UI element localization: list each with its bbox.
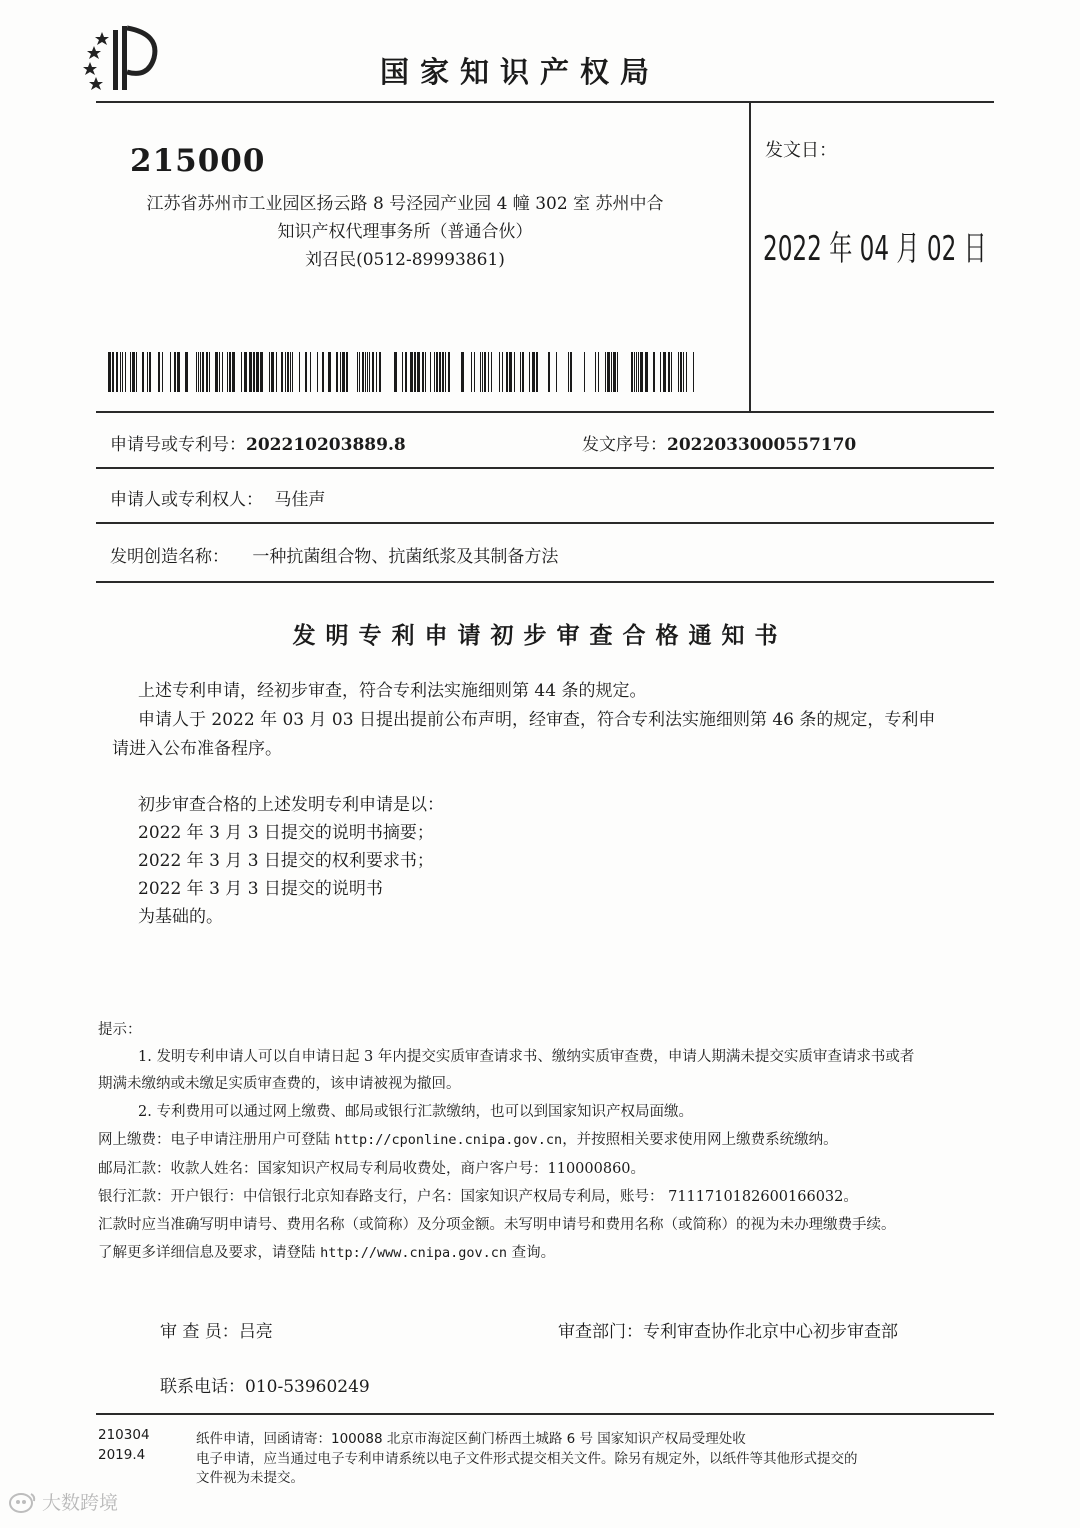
contact-line: 刘召民(0512-89993861) [305,250,505,270]
footer-divider [96,1413,994,1415]
online-payment-line [98,1128,838,1149]
box-vertical-divider [749,101,751,411]
more-info-suffix: 查询。 [507,1245,556,1261]
issue-date-label: 发文日： [765,140,837,161]
post-remittance-line: 邮局汇款：收款人姓名：国家知识产权局专利局收费处，商户客户号：110000860。 [98,1161,646,1177]
application-number-row [110,430,406,455]
department-name: 专利审查协作北京中心初步审查部 [643,1322,898,1342]
remittance-note: 汇款时应当准确写明申请号、费用名称（或简称）及分项金额。未写明申请号和费用名称（或简称）的视为未办理缴费手续。 [98,1217,896,1233]
application-number: 202210203889.8 [246,435,406,455]
invention-row [110,542,558,567]
tip-1-line-1: 1. 发明专利申请人可以自申请日起 3 年内提交实质审查请求书、缴纳实质审查费，申请人期满未提交实质审查请求书或者 [138,1049,915,1065]
application-number-label: 申请号或专利号： [110,435,246,455]
serial-number-row [582,430,856,455]
electronic-filing-line-2: 文件视为未提交。 [196,1470,304,1486]
serial-number: 2022033000557170 [667,435,857,455]
more-info-prefix: 了解更多详细信息及要求，请登陆 [98,1245,321,1261]
paper-filing-line: 纸件申请，回函请寄：100088 北京市海淀区蓟门桥西土城路 6 号 国家知识产权局受理处收 [196,1431,746,1447]
agency-name: 国家知识产权局 [380,55,661,89]
applicant-label: 申请人或专利权人： [110,490,263,510]
postcode: 215000 [130,143,266,179]
serial-number-label: 发文序号： [582,435,667,455]
cnipa-logo [80,22,160,94]
department-label: 审查部门： [558,1322,643,1342]
box-bottom-divider [96,411,994,413]
phone-label: 联系电话： [160,1377,245,1397]
examiner-name: 吕亮 [238,1322,273,1342]
more-info-url[interactable]: http://www.cnipa.gov.cn [320,1245,508,1261]
more-info-line [98,1241,555,1262]
basis-item-1: 2022 年 3 月 3 日提交的说明书摘要； [138,823,434,843]
applicant-row [110,485,325,510]
online-payment-suffix: ，并按照相关要求使用网上缴费系统缴纳。 [562,1132,838,1148]
body-paragraph-2-line-2: 请进入公布准备程序。 [112,739,282,759]
address-line-2: 知识产权代理事务所（普通合伙） [277,222,533,242]
basis-end: 为基础的。 [138,907,223,927]
watermark-text: 大数跨境 [42,1492,119,1514]
barcode-right [402,352,694,392]
form-code: 210304 [98,1427,150,1443]
row-divider-3 [96,581,994,583]
row-divider-1 [96,467,994,469]
form-version: 2019.4 [98,1447,146,1463]
examiner-label: 审 查 员： [160,1322,239,1342]
phone-number: 010-53960249 [245,1377,370,1397]
body-paragraph-2-line-1: 申请人于 2022 年 03 月 03 日提出提前公布声明，经审查，符合专利法实施细则第 46 条的规定，专利申 [138,710,936,730]
address-line-1: 江苏省苏州市工业园区扬云路 8 号泾园产业园 4 幢 302 室 苏州中合 [146,194,664,214]
barcode-left [108,352,398,392]
watermark-logo-icon [8,1489,38,1515]
online-payment-url[interactable]: http://cponline.cnipa.gov.cn [334,1132,563,1148]
phone-row [160,1372,370,1397]
tips-label: 提示： [98,1022,142,1038]
tip-2: 2. 专利费用可以通过网上缴费、邮局或银行汇款缴纳，也可以到国家知识产权局面缴。 [138,1104,693,1120]
online-payment-prefix: 网上缴费：电子申请注册用户可登陆 [98,1132,335,1148]
body-paragraph-1: 上述专利申请，经初步审查，符合专利法实施细则第 44 条的规定。 [138,681,647,701]
watermark [8,1487,158,1517]
row-divider-2 [96,522,994,524]
issue-date-value: 2022 年 04 月 02 日 [763,229,987,269]
tip-1-line-2: 期满未缴纳或未缴足实质审查费的，该申请被视为撤回。 [98,1076,461,1092]
basis-intro: 初步审查合格的上述发明专利申请是以： [138,795,444,815]
invention-title: 一种抗菌组合物、抗菌纸浆及其制备方法 [252,547,559,567]
basis-item-2: 2022 年 3 月 3 日提交的权利要求书； [138,851,434,871]
basis-item-3: 2022 年 3 月 3 日提交的说明书 [138,879,383,899]
invention-label: 发明创造名称： [110,547,229,567]
examiner-row [160,1317,273,1342]
department-row [558,1317,898,1342]
header-divider [96,101,994,103]
electronic-filing-line-1: 电子申请，应当通过电子专利申请系统以电子文件形式提交相关文件。除另有规定外，以纸件等其他形式提交的 [196,1451,858,1467]
notice-title: 发明专利申请初步审查合格通知书 [292,623,788,649]
bank-remittance-line: 银行汇款：开户银行：中信银行北京知春路支行，户名：国家知识产权局专利局，账号： 7111710182600166032。 [98,1189,858,1205]
applicant-name: 马佳声 [274,490,326,510]
